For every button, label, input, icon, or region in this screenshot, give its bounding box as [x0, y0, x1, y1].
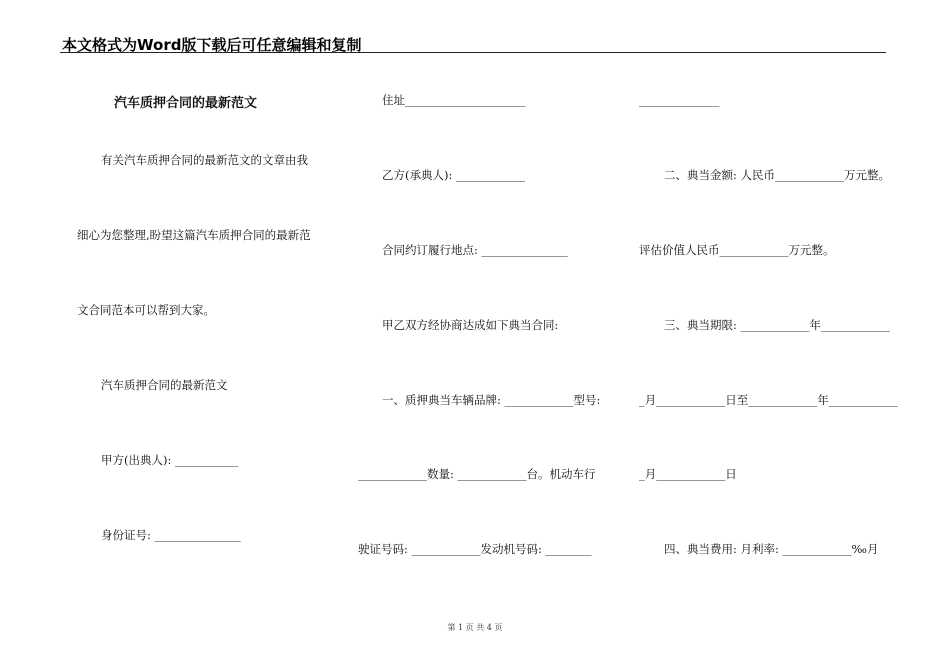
clause-1-text: 一、质押典当车辆品牌: ____________型号: [382, 393, 601, 407]
period-to-text: _月____________日 [639, 467, 737, 481]
document-title: 汽车质押合同的最新范文 [114, 96, 258, 111]
intro-line-1: 有关汽车质押合同的最新范文的文章由我 [101, 153, 308, 167]
valuation-text: 评估价值人民币____________万元整。 [639, 243, 835, 257]
party-a-field: 甲方(出典人): ___________ [101, 453, 239, 467]
sign-place-field: 合同约订履行地点: _______________ [382, 243, 568, 257]
clause-4-text: 四、典当费用: 月利率: ____________‰月 [664, 542, 879, 556]
clause-3-text: 三、典当期限: ____________年____________ [664, 318, 891, 332]
quantity-text: ____________数量: ____________台。机动车行 [358, 467, 596, 481]
intro-line-2: 细心为您整理,盼望这篇汽车质押合同的最新范 [77, 228, 311, 242]
header-divider [60, 52, 886, 53]
intro-line-3: 文合同范本可以帮到大家。 [77, 303, 215, 317]
clause-2-text: 二、典当金额: 人民币____________万元整。 [664, 168, 891, 182]
address-field: 住址_____________________ [382, 93, 526, 107]
id-number-field: 身份证号: _______________ [101, 528, 241, 542]
header-title: 本文格式为Word版下载后可任意编辑和复制 [62, 36, 362, 54]
section-subtitle: 汽车质押合同的最新范文 [101, 378, 228, 392]
page-footer: 第 1 页 共 4 页 [447, 623, 503, 632]
party-b-field: 乙方(承典人): ____________ [382, 168, 526, 182]
period-from-text: _月____________日至____________年____________ [639, 393, 898, 407]
agreement-text: 甲乙双方经协商达成如下典当合同: [382, 318, 559, 332]
blank-line: ______________ [639, 93, 720, 107]
license-text: 驶证号码: ____________发动机号码: ________ [358, 542, 592, 556]
